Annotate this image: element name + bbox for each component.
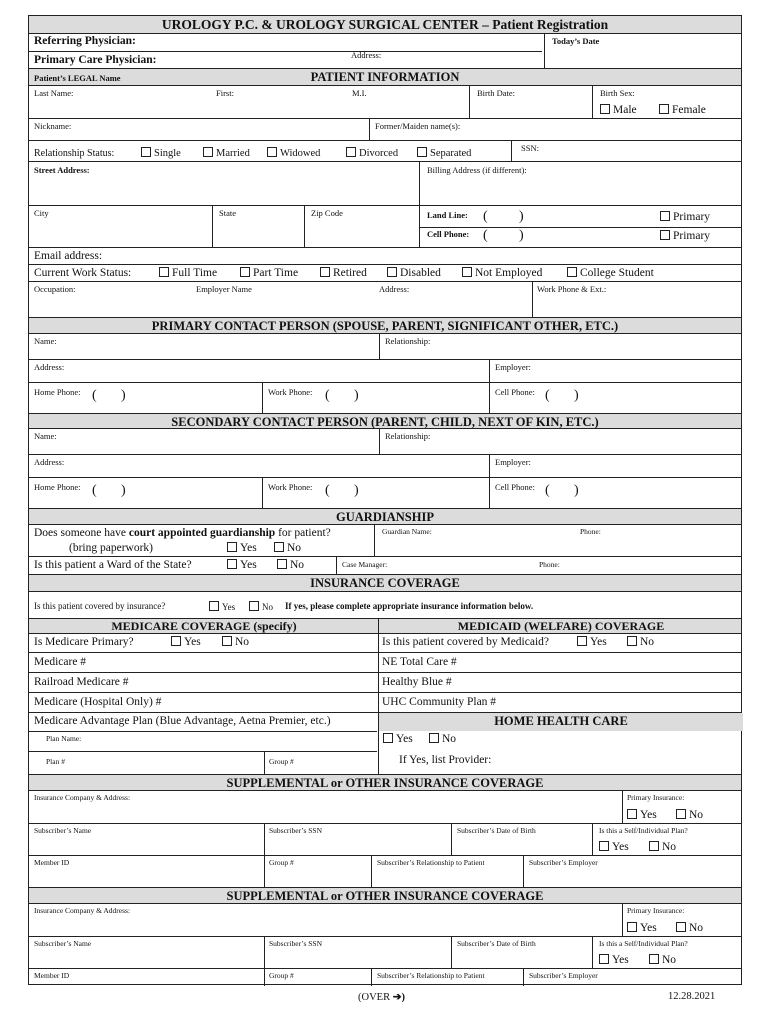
- medicare-header: MEDICARE COVERAGE (specify): [111, 619, 297, 633]
- part-time-checkbox[interactable]: Part Time: [240, 267, 298, 279]
- railroad-medicare-label: Railroad Medicare #: [34, 676, 129, 688]
- supplemental-group-label: Group #: [269, 858, 294, 867]
- ssn-label: SSN:: [521, 143, 539, 153]
- disabled-checkbox[interactable]: Disabled: [387, 267, 441, 279]
- medicaid-yes-checkbox[interactable]: Yes: [577, 636, 607, 648]
- subscriber-dob-label: Subscriber’s Date of Birth: [457, 826, 536, 835]
- medicare-number-label: Medicare #: [34, 656, 87, 668]
- not-employed-checkbox[interactable]: Not Employed: [462, 267, 542, 279]
- medicaid-header: MEDICAID (WELFARE) COVERAGE: [457, 619, 665, 633]
- name-row: [29, 85, 741, 119]
- occupation-row: [29, 281, 741, 318]
- self-plan-yes-checkbox[interactable]: Yes: [599, 954, 629, 966]
- secondary-contact-phone-row: Home Phone: ( ) Work Phone: ( ) Cell Phone: ( ): [29, 477, 741, 509]
- self-plan-no-checkbox[interactable]: No: [649, 841, 676, 853]
- secondary-contact-address-row: [29, 454, 741, 478]
- subscriber-ssn-label: Subscriber’s SSN: [269, 939, 322, 948]
- case-manager-phone-label: Phone:: [539, 560, 560, 569]
- self-plan-label: Is this a Self/Individual Plan?: [599, 826, 688, 835]
- arrow-right-icon: ➔): [392, 992, 406, 1003]
- medicare-group-label: Group #: [269, 757, 294, 766]
- primary-insurance-yes-checkbox[interactable]: Yes: [627, 922, 657, 934]
- case-manager-label: Case Manager:: [342, 560, 388, 569]
- primary-contact-relationship-label: Relationship:: [385, 336, 431, 346]
- physician-address-label: Address:: [351, 50, 382, 60]
- work-phone-ext-label: Work Phone & Ext.:: [537, 284, 607, 294]
- cell-phone-label: Cell Phone:: [427, 229, 470, 239]
- ward-yes-checkbox[interactable]: Yes: [227, 559, 257, 571]
- secondary-contact-header: SECONDARY CONTACT PERSON (PARENT, CHILD, NEXT OF KIN, ETC.): [29, 413, 741, 429]
- mi-label: M.I.: [352, 88, 367, 98]
- birth-sex-label: Birth Sex:: [600, 88, 635, 98]
- primary-contact-cell-phone-label: Cell Phone:: [495, 387, 535, 397]
- primary-contact-name-row: [29, 333, 741, 360]
- primary-insurance-no-checkbox[interactable]: No: [676, 809, 703, 821]
- secondary-contact-name-label: Name:: [34, 431, 57, 441]
- primary-care-label: Primary Care Physician:: [34, 54, 157, 66]
- supplemental-header-2: SUPPLEMENTAL or OTHER INSURANCE COVERAGE: [29, 887, 741, 904]
- medicare-no-checkbox[interactable]: No: [222, 636, 249, 648]
- state-label: State: [219, 208, 236, 218]
- subscriber-employer-label: Subscriber’s Employer: [529, 858, 598, 867]
- medicare-hospital-label: Medicare (Hospital Only) #: [34, 696, 162, 708]
- form-revision-date: 12.28.2021: [668, 991, 716, 1002]
- secondary-contact-cell-phone-label: Cell Phone:: [495, 482, 535, 492]
- insurance-yes-checkbox[interactable]: Yes: [209, 601, 235, 612]
- last-name-label: Last Name:: [34, 88, 74, 98]
- primary-contact-employer-label: Employer:: [495, 362, 531, 372]
- primary-insurance-label: Primary Insurance:: [627, 906, 685, 915]
- primary-contact-name-label: Name:: [34, 336, 57, 346]
- medicare-advantage-label: Medicare Advantage Plan (Blue Advantage, Aetna Premier, etc.): [34, 715, 331, 727]
- subscriber-ssn-label: Subscriber’s SSN: [269, 826, 322, 835]
- form-title: UROLOGY P.C. & UROLOGY SURGICAL CENTER – Patient Registration: [29, 16, 741, 33]
- medicaid-question: Is this patient covered by Medicaid?: [382, 636, 550, 648]
- married-checkbox[interactable]: Married: [203, 147, 250, 159]
- plan-number-label: Plan #: [46, 757, 65, 766]
- occupation-label: Occupation:: [34, 284, 76, 294]
- primary-contact-phone-row: Home Phone: ( ) Work Phone: ( ) Cell Phone: ( ): [29, 382, 741, 414]
- employer-address-label: Address:: [379, 284, 410, 294]
- medicaid-no-checkbox[interactable]: No: [627, 636, 654, 648]
- relationship-status-row: [29, 140, 741, 162]
- female-checkbox[interactable]: Female: [659, 104, 706, 116]
- supplemental-group-label: Group #: [269, 971, 294, 980]
- email-label: Email address:: [34, 250, 103, 262]
- insurance-company-label: Insurance Company & Address:: [34, 793, 131, 802]
- subscriber-name-label: Subscriber’s Name: [34, 826, 92, 835]
- subscriber-name-label: Subscriber’s Name: [34, 939, 92, 948]
- member-id-label: Member ID: [34, 971, 70, 980]
- first-name-label: First:: [216, 88, 234, 98]
- birth-date-label: Birth Date:: [477, 88, 516, 98]
- college-student-checkbox[interactable]: College Student: [567, 267, 654, 279]
- home-health-yes-checkbox[interactable]: Yes: [383, 733, 413, 745]
- referring-physician-label: Referring Physician:: [34, 35, 136, 47]
- retired-checkbox[interactable]: Retired: [320, 267, 367, 279]
- land-line-label: Land Line:: [427, 210, 468, 220]
- nickname-label: Nickname:: [34, 121, 72, 131]
- registration-form: [28, 15, 742, 985]
- guardianship-question: Does someone have court appointed guardianship for patient?: [34, 527, 331, 539]
- guardianship-no-checkbox[interactable]: No: [274, 542, 301, 554]
- primary-contact-header: PRIMARY CONTACT PERSON (SPOUSE, PARENT, SIGNIFICANT OTHER, ETC.): [29, 317, 741, 334]
- subscriber-relationship-label: Subscriber’s Relationship to Patient: [377, 858, 485, 867]
- insurance-header: INSURANCE COVERAGE: [29, 574, 741, 592]
- insurance-company-label: Insurance Company & Address:: [34, 906, 131, 915]
- land-line-primary-checkbox[interactable]: Primary: [660, 211, 710, 223]
- healthy-blue-label: Healthy Blue #: [382, 676, 452, 688]
- uhc-community-label: UHC Community Plan #: [382, 696, 497, 708]
- street-address-label: Street Address:: [34, 165, 90, 175]
- subscriber-relationship-label: Subscriber’s Relationship to Patient: [377, 971, 485, 980]
- widowed-checkbox[interactable]: Widowed: [267, 147, 320, 159]
- former-name-label: Former/Maiden name(s):: [375, 121, 461, 131]
- male-checkbox[interactable]: Male: [600, 104, 637, 116]
- secondary-contact-name-row: [29, 428, 741, 455]
- zip-code-label: Zip Code: [311, 208, 343, 218]
- home-health-provider-label: If Yes, list Provider:: [399, 754, 492, 766]
- guardianship-header: GUARDIANSHIP: [29, 508, 741, 525]
- primary-insurance-no-checkbox[interactable]: No: [676, 922, 703, 934]
- ne-total-care-label: NE Total Care #: [382, 656, 457, 668]
- member-id-label: Member ID: [34, 858, 70, 867]
- guardian-phone-label: Phone:: [580, 527, 601, 536]
- patient-info-header: Patient’s LEGAL Name PATIENT INFORMATION: [29, 68, 741, 86]
- subscriber-dob-label: Subscriber’s Date of Birth: [457, 939, 536, 948]
- subscriber-employer-label: Subscriber’s Employer: [529, 971, 598, 980]
- primary-contact-address-row: [29, 359, 741, 383]
- secondary-contact-home-phone-label: Home Phone:: [34, 482, 81, 492]
- primary-insurance-label: Primary Insurance:: [627, 793, 685, 802]
- relationship-status-label: Relationship Status:: [34, 148, 115, 159]
- street-row: [29, 161, 741, 206]
- secondary-contact-relationship-label: Relationship:: [385, 431, 431, 441]
- secondary-contact-work-phone-label: Work Phone:: [268, 482, 313, 492]
- self-plan-no-checkbox[interactable]: No: [649, 954, 676, 966]
- full-time-checkbox[interactable]: Full Time: [159, 267, 217, 279]
- medicare-medicaid-header: [29, 618, 741, 634]
- supplemental-header-1: SUPPLEMENTAL or OTHER INSURANCE COVERAGE: [29, 774, 741, 791]
- divorced-checkbox[interactable]: Divorced: [346, 147, 398, 159]
- primary-insurance-yes-checkbox[interactable]: Yes: [627, 809, 657, 821]
- plan-name-label: Plan Name:: [46, 734, 82, 743]
- self-plan-label: Is this a Self/Individual Plan?: [599, 939, 688, 948]
- guardianship-row-2: [29, 556, 741, 575]
- secondary-contact-address-label: Address:: [34, 457, 65, 467]
- email-row: [29, 247, 741, 265]
- guardian-name-label: Guardian Name:: [382, 527, 432, 536]
- city-label: City: [34, 208, 49, 218]
- separated-checkbox[interactable]: Separated: [417, 147, 471, 159]
- ward-of-state-question: Is this patient a Ward of the State?: [34, 559, 192, 571]
- insurance-instruction: If yes, please complete appropriate insurance information below.: [285, 601, 534, 611]
- home-health-no-checkbox[interactable]: No: [429, 733, 456, 745]
- insurance-question-row: [29, 591, 741, 619]
- cell-phone-primary-checkbox[interactable]: Primary: [660, 230, 710, 242]
- todays-date-label: Today’s Date: [552, 36, 600, 46]
- secondary-contact-employer-label: Employer:: [495, 457, 531, 467]
- insurance-question: Is this patient covered by insurance?: [34, 601, 166, 611]
- primary-contact-home-phone-label: Home Phone:: [34, 387, 81, 397]
- nickname-row: [29, 118, 741, 141]
- city-row: City State Zip Code Land Line: ( ) Primary Cell Phone: ( ) Primary: [29, 205, 741, 248]
- primary-contact-work-phone-label: Work Phone:: [268, 387, 313, 397]
- guardianship-row-1: [29, 524, 741, 557]
- self-plan-yes-checkbox[interactable]: Yes: [599, 841, 629, 853]
- ward-no-checkbox[interactable]: No: [277, 559, 304, 571]
- work-status-row: [29, 264, 741, 282]
- medicare-yes-checkbox[interactable]: Yes: [171, 636, 201, 648]
- over-indicator: (OVER ➔): [358, 992, 406, 1003]
- home-health-header: HOME HEALTH CARE: [379, 713, 743, 731]
- legal-name-label: Patient’s LEGAL Name: [34, 73, 121, 83]
- primary-contact-address-label: Address:: [34, 362, 65, 372]
- medicare-primary-question: Is Medicare Primary?: [34, 636, 134, 648]
- guardianship-yes-checkbox[interactable]: Yes: [227, 542, 257, 554]
- single-checkbox[interactable]: Single: [141, 147, 181, 159]
- employer-name-label: Employer Name: [196, 284, 252, 294]
- insurance-no-checkbox[interactable]: No: [249, 601, 273, 612]
- bring-paperwork-note: (bring paperwork): [69, 542, 153, 554]
- billing-address-label: Billing Address (if different):: [427, 165, 527, 175]
- work-status-label: Current Work Status:: [34, 267, 132, 279]
